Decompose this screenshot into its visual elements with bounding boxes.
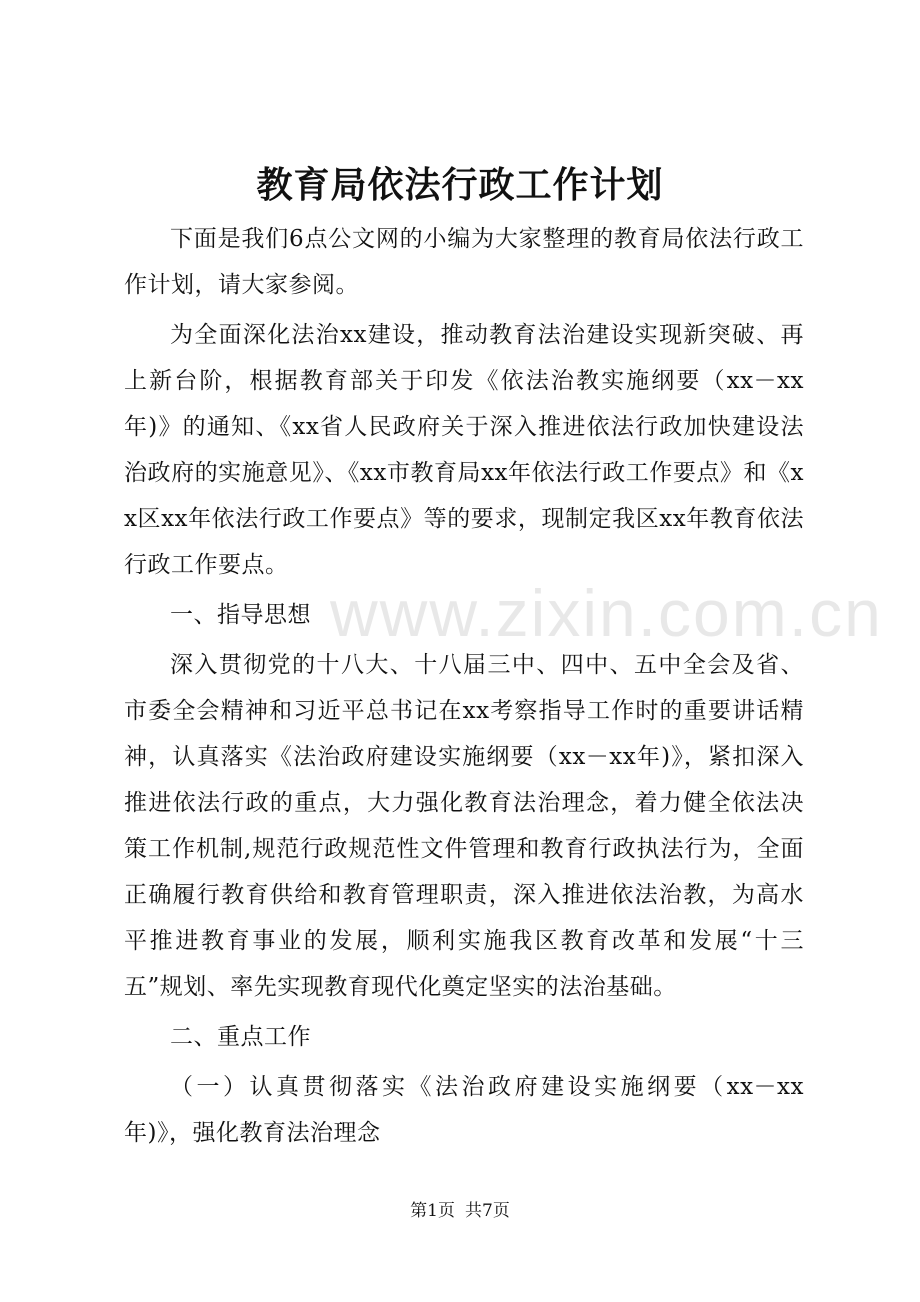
guiding-ideology-paragraph: 深入贯彻党的十八大、十八届三中、四中、五中全会及省、市委全会精神和习近平总书记在xx考察指导工作时的重要讲话精神，认真落实《法治政府建设实施纲要（xx－xx年)》，紧扣深入推进依法行政的重点，大力强化教育法治理念，着力健全依法决策工作机制,规范行政规范性文件管理和教育行政执法行为，全面正确履行教育供给和教育管理职责，深入推进依法治教，为高水平推进教育事业的发展，顺利实施我区教育改革和发展“十三五”规划、率先实现教育现代化奠定坚实的法治基础。 bbox=[124, 652, 804, 1000]
page-footer bbox=[0, 1198, 920, 1224]
purpose-paragraph: 为全面深化法治xx建设，推动教育法治建设实现新突破、再上新台阶，根据教育部关于印发《依法治教实施纲要（xx－xx年)》的通知、《xx省人民政府关于深入推进依法行政加快建设法治政府的实施意见》、《xx市教育局xx年依法行政工作要点》和《xx区xx年依法行政工作要点》等的要求，现制定我区xx年教育依法行政工作要点。 bbox=[124, 322, 804, 578]
site-watermark: www.zixin.com.cn bbox=[330, 576, 883, 650]
document-title: 教育局依法行政工作计划 bbox=[256, 164, 664, 206]
section-heading-guiding-ideology: 一、指导思想 bbox=[170, 602, 311, 628]
section-heading-key-work: 二、重点工作 bbox=[170, 1024, 311, 1050]
key-work-item-1: （一）认真贯彻落实《法治政府建设实施纲要（xx－xx年)》，强化教育法治理念 bbox=[124, 1074, 804, 1146]
intro-paragraph: 下面是我们6点公文网的小编为大家整理的教育局依法行政工作计划，请大家参阅。 bbox=[124, 226, 804, 298]
page-number: 第1页 bbox=[410, 1201, 455, 1221]
document-body bbox=[124, 216, 804, 1156]
page-total: 共7页 bbox=[465, 1201, 510, 1221]
